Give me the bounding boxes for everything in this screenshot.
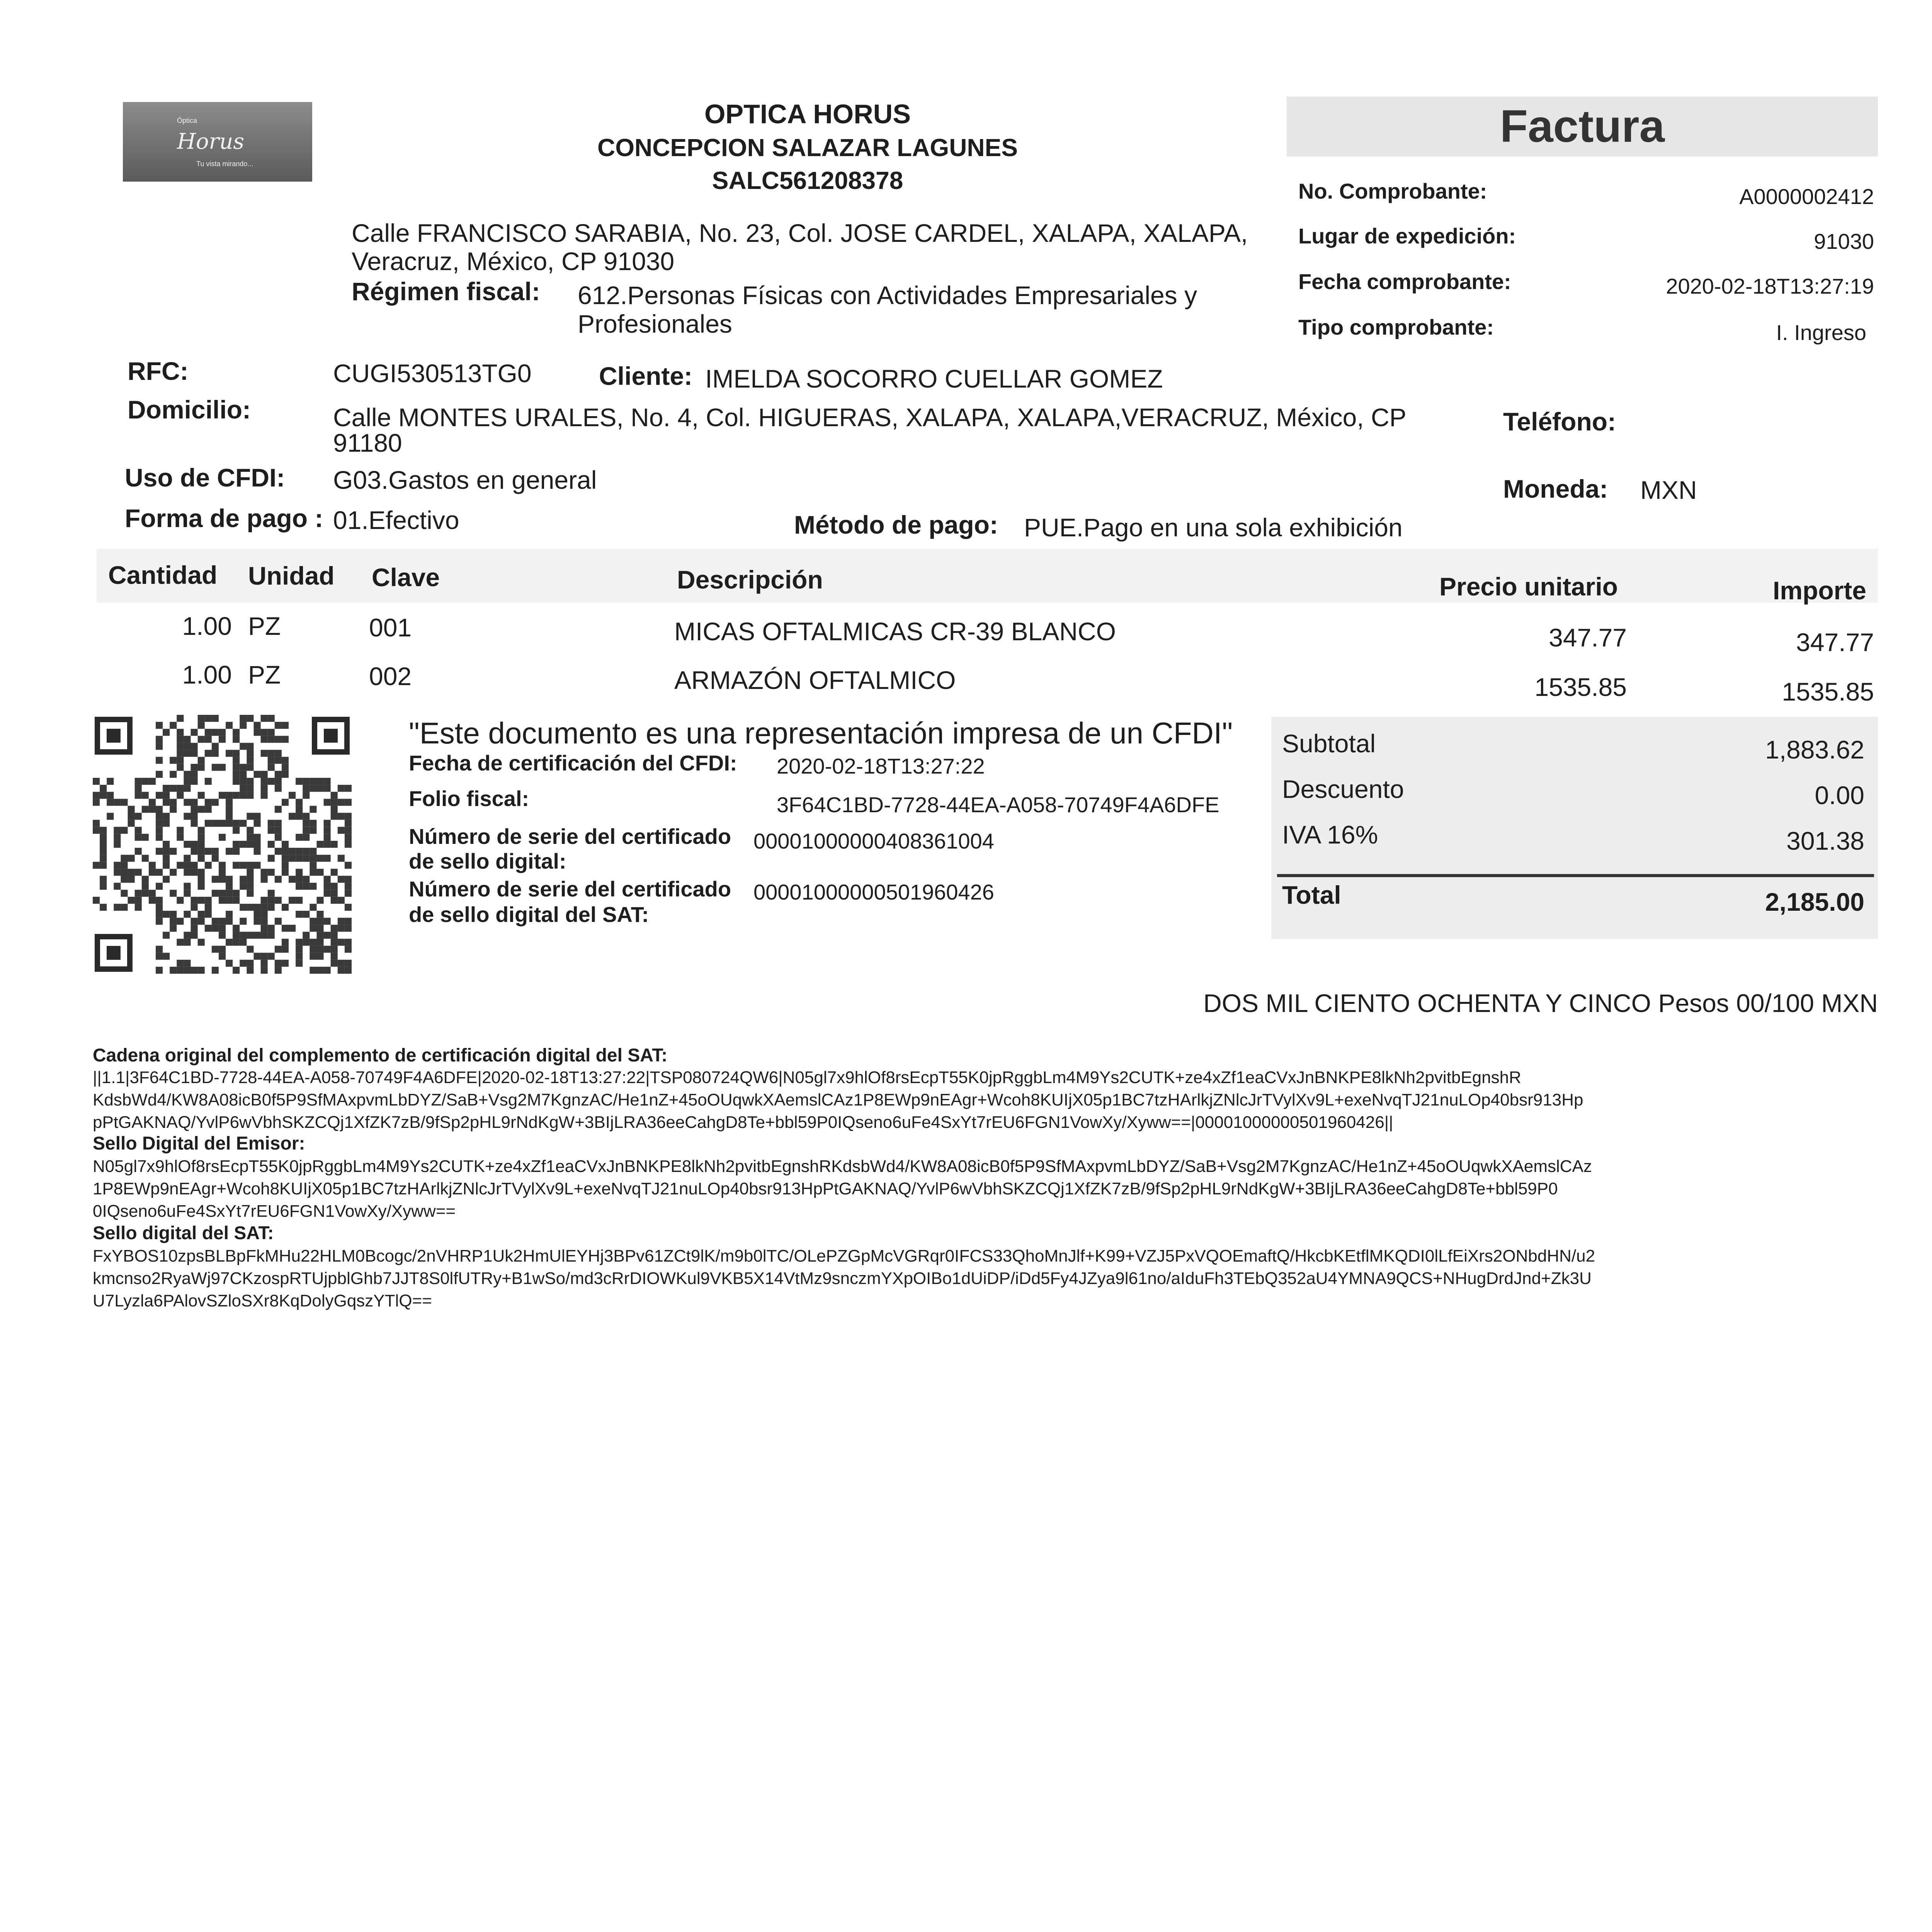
total-in-words: DOS MIL CIENTO OCHENTA Y CINCO Pesos 00/100 MXN (1203, 989, 1878, 1017)
row2-clave: 002 (369, 662, 412, 690)
moneda-value: MXN (1640, 476, 1697, 504)
col-descripcion: Descripción (677, 565, 823, 594)
sello-sat-line3: U7Lyzla6PAlovSZloSXr8KqDolyGqszYTlQ== (93, 1291, 432, 1310)
issuer-rfc: SALC561208378 (712, 167, 903, 194)
sello-sat-label: Sello digital del SAT: (93, 1223, 274, 1243)
sello-emisor-line1: N05gl7x9hlOf8rsEcpT55K0jpRggbLm4M9Ys2CUTK+ze4xZf1eaCVxJnBNKPE8lkNh2pvitbEgnshRKdsbWd4/KW8A08icB0f5P9SfMAxpvmLbDYZ/SaB+Vsg2M7KgnzAC/He1nZ+45oOUqwkXAemslCAz (93, 1157, 1592, 1176)
fecha-cert-label: Fecha de certificación del CFDI: (409, 751, 737, 775)
col-precio: Precio unitario (1439, 572, 1618, 601)
iva-value: 301.38 (1786, 827, 1864, 855)
invoice-title: Factura (1500, 101, 1665, 152)
sello-emisor-line2: 1P8EWp9nEAgr+Wcoh8KUIjX05p1BC7tzHArlkjZNlcJrTVylXv9L+exeNvqTJ21nuLOp40bsr913HpPtGAKNAQ/YvlP6wVbhSKZCQj1XfZK7zB/9fSp2pHL9rNdKgW+3BIjLRA36eeCahgD8Te+bbl59P0 (93, 1179, 1558, 1198)
metodo-pago-value: PUE.Pago en una sola exhibición (1024, 513, 1403, 542)
issuer-address-line2: Veracruz, México, CP 91030 (352, 247, 675, 276)
forma-pago-value: 01.Efectivo (333, 506, 459, 534)
fecha-value: 2020-02-18T13:27:19 (1666, 274, 1874, 298)
sello-emisor-label: Sello Digital del Emisor: (93, 1133, 305, 1154)
logo-slogan: Tu vista mirando... (196, 160, 253, 168)
serie-label-2: de sello digital: (409, 849, 566, 873)
row1-cantidad: 1.00 (182, 612, 232, 640)
row2-descripcion: ARMAZÓN OFTALMICO (674, 666, 956, 694)
cfdi-representation: "Este documento es una representación impresa de un CFDI" (409, 716, 1233, 750)
row2-precio: 1535.85 (1534, 673, 1627, 701)
subtotal-value: 1,883.62 (1765, 735, 1864, 764)
logo-small-top: Óptica (177, 117, 197, 124)
lugar-value: 91030 (1814, 229, 1874, 253)
fecha-cert-value: 2020-02-18T13:27:22 (777, 754, 985, 778)
col-cantidad: Cantidad (108, 561, 218, 589)
domicilio-label: Domicilio: (128, 395, 251, 424)
row2-importe: 1535.85 (1782, 677, 1874, 706)
forma-pago-label: Forma de pago : (125, 504, 323, 532)
subtotal-label: Subtotal (1282, 729, 1376, 758)
lugar-label: Lugar de expedición: (1298, 224, 1516, 248)
serie-label-1: Número de serie del certificado (409, 824, 731, 849)
client-rfc-label: RFC: (128, 357, 189, 385)
total-value: 2,185.00 (1765, 888, 1864, 916)
serie-value: 00001000000408361004 (753, 829, 994, 853)
folio-value: 3F64C1BD-7728-44EA-A058-70749F4A6DFE (777, 793, 1219, 817)
row2-cantidad: 1.00 (182, 660, 232, 689)
cliente-label: Cliente: (599, 362, 693, 390)
uso-cfdi-value: G03.Gastos en general (333, 466, 597, 494)
cadena-line3: pPtGAKNAQ/YvlP6wVbhSKZCQj1XfZK7zB/9fSp2pHL9rNdKgW+3BIjLRA36eeCahgD8Te+bbl59P0IQseno6uFe4SxYt7rEU6FGN1VowXy/Xyww==|00001000000501960426|| (93, 1113, 1393, 1132)
regimen-line1: 612.Personas Físicas con Actividades Empresariales y (578, 281, 1197, 310)
row1-precio: 347.77 (1549, 623, 1627, 652)
domicilio-line1: Calle MONTES URALES, No. 4, Col. HIGUERAS, XALAPA, XALAPA,VERACRUZ, México, CP (333, 403, 1406, 432)
company-logo (123, 102, 312, 182)
regimen-line2: Profesionales (578, 310, 732, 338)
sello-sat-line2: kmcnso2RyaWj97CKzospRTUjpblGhb7JJT8S0lfUTRy+B1wSo/md3cRrDIOWKul9VKB5X14VtMz9snczmYXpOIBo1dUiDP/iDd5Fy4JZya9l61no/aIduFh3TEbQ352aU4YMNA9QCS+NHugDrdJnd+Zk3U (93, 1269, 1592, 1288)
comprobante-label: No. Comprobante: (1298, 179, 1487, 203)
comprobante-value: A0000002412 (1739, 184, 1874, 209)
issuer-name: OPTICA HORUS (704, 99, 911, 129)
tipo-value: I. Ingreso (1776, 320, 1866, 345)
regimen-label: Régimen fiscal: (352, 277, 540, 306)
row1-descripcion: MICAS OFTALMICAS CR-39 BLANCO (674, 617, 1116, 646)
issuer-owner: CONCEPCION SALAZAR LAGUNES (597, 134, 1018, 162)
col-unidad: Unidad (248, 561, 335, 590)
descuento-label: Descuento (1282, 775, 1404, 803)
moneda-label: Moneda: (1503, 474, 1608, 503)
row1-clave: 001 (369, 613, 412, 642)
row2-unidad: PZ (248, 660, 281, 689)
totals-divider (1277, 874, 1874, 877)
metodo-pago-label: Método de pago: (794, 510, 998, 539)
total-label: Total (1282, 881, 1341, 909)
qr-code (93, 715, 352, 974)
issuer-address-line1: Calle FRANCISCO SARABIA, No. 23, Col. JOSE CARDEL, XALAPA, XALAPA, (352, 219, 1248, 247)
cadena-label: Cadena original del complemento de certificación digital del SAT: (93, 1045, 668, 1066)
col-clave: Clave (372, 563, 440, 592)
cadena-line1: ||1.1|3F64C1BD-7728-44EA-A058-70749F4A6DFE|2020-02-18T13:27:22|TSP080724QW6|N05gl7x9hlOf8rsEcpT55K0jpRggbLm4M9Ys2CUTK+ze4xZf1eaCVxJnBNKPE8lkNh2pvitbEgnshR (93, 1068, 1521, 1087)
serie-sat-value: 00001000000501960426 (753, 880, 994, 904)
col-importe: Importe (1773, 576, 1867, 605)
folio-label: Folio fiscal: (409, 786, 529, 811)
row1-unidad: PZ (248, 612, 281, 640)
domicilio-line2: 91180 (333, 429, 402, 457)
telefono-label: Teléfono: (1503, 407, 1616, 436)
logo-text: Horus (177, 129, 245, 154)
serie-sat-label-2: de sello digital del SAT: (409, 902, 649, 927)
cadena-line2: KdsbWd4/KW8A08icB0f5P9SfMAxpvmLbDYZ/SaB+Vsg2M7KgnzAC/He1nZ+45oOUqwkXAemslCAz1P8EWp9nEAgr+Wcoh8KUIjX05p1BC7tzHArlkjZNlcJrTVylXv9L+exeNvqTJ21nuLOp40bsr913Hp (93, 1090, 1583, 1109)
iva-label: IVA 16% (1282, 820, 1378, 849)
sello-sat-line1: FxYBOS10zpsBLBpFkMHu22HLM0Bcogc/2nVHRP1Uk2HmUlEYHj3BPv61ZCt9lK/m9b0lTC/OLePZGpMcVGRqr0IFCS33QhoMnJlf+K99+VZJ5PxVQOEmaftQ/HkcbKEtflMKQDI0lLfEiXrs2ONbdHN/u2 (93, 1247, 1595, 1265)
uso-cfdi-label: Uso de CFDI: (125, 463, 285, 492)
descuento-value: 0.00 (1815, 781, 1864, 810)
row1-importe: 347.77 (1796, 628, 1874, 656)
tipo-label: Tipo comprobante: (1298, 315, 1494, 339)
cliente-name: IMELDA SOCORRO CUELLAR GOMEZ (705, 364, 1163, 393)
fecha-label: Fecha comprobante: (1298, 269, 1511, 294)
serie-sat-label-1: Número de serie del certificado (409, 877, 731, 901)
sello-emisor-line3: 0IQseno6uFe4SxYt7rEU6FGN1VowXy/Xyww== (93, 1202, 456, 1221)
client-rfc: CUGI530513TG0 (333, 359, 532, 388)
